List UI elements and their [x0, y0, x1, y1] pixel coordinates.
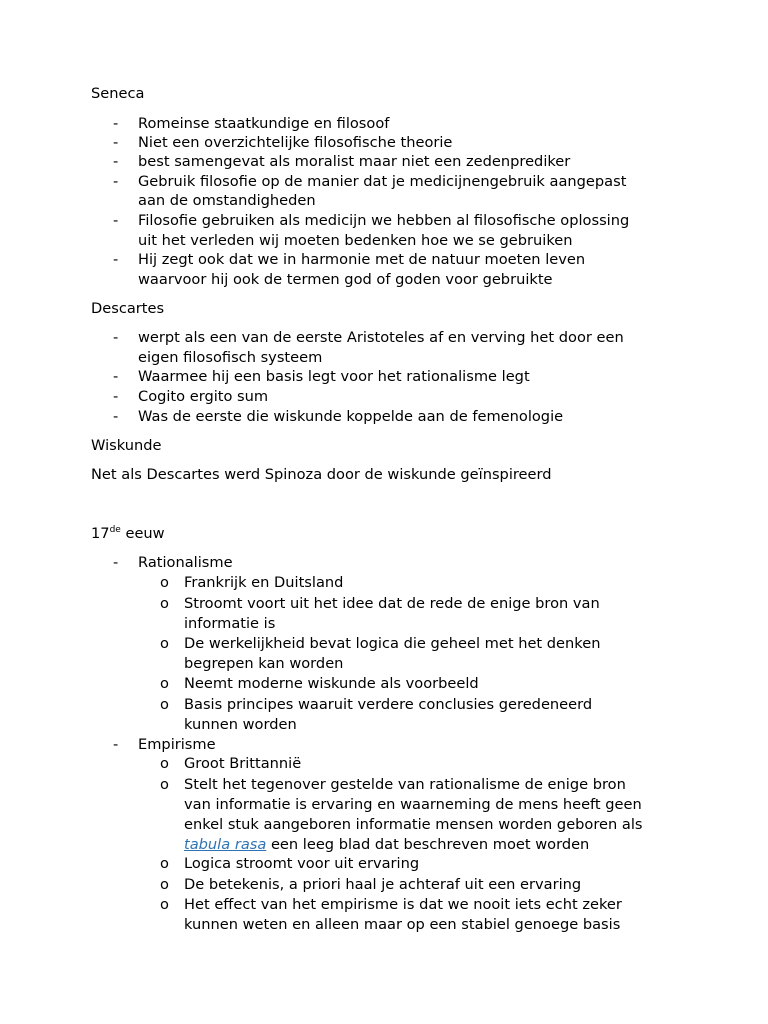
circle-bullet: o [160, 855, 169, 872]
section-heading-17de-eeuw [91, 524, 165, 544]
sub-list-item-continuation: kunnen weten en alleen maar op een stabiel genoege basis [184, 916, 621, 933]
dash-marker: - [113, 173, 119, 190]
sub-list-item: Frankrijk en Duitsland [184, 574, 344, 591]
list-item: Niet een overzichtelijke filosofische theorie [138, 134, 453, 151]
circle-bullet: o [160, 635, 169, 652]
dash-marker: - [113, 134, 119, 151]
tabula-rasa-link[interactable]: tabula rasa [184, 836, 267, 853]
circle-bullet: o [160, 755, 169, 772]
list-item: Cogito ergito sum [138, 388, 269, 405]
section-heading-descartes: Descartes [91, 300, 165, 317]
list-item-continuation: waarvoor hij ook de termen god of goden voor gebruikte [138, 271, 553, 288]
century-superscript: de [109, 525, 121, 535]
sub-list-item-continuation [184, 835, 589, 855]
dash-marker: - [113, 329, 119, 346]
list-item: best samengevat als moralist maar niet een zedenprediker [138, 153, 571, 170]
list-item-rationalisme: Rationalisme [138, 554, 233, 571]
circle-bullet: o [160, 675, 169, 692]
list-item-empirisme: Empirisme [138, 736, 216, 753]
sub-list-item-continuation: enkel stuk aangeboren informatie mensen worden geboren als [184, 816, 643, 833]
dash-marker: - [113, 115, 119, 132]
circle-bullet: o [160, 876, 169, 893]
section-heading-wiskunde: Wiskunde [91, 437, 162, 454]
list-item: Waarmee hij een basis legt voor het rationalisme legt [138, 368, 530, 385]
circle-bullet: o [160, 776, 169, 793]
dash-marker: - [113, 388, 119, 405]
sub-list-item-continuation: begrepen kan worden [184, 655, 344, 672]
dash-marker: - [113, 736, 119, 753]
list-item-continuation: uit het verleden wij moeten bedenken hoe we se gebruiken [138, 232, 573, 249]
century-word: eeuw [125, 525, 165, 542]
sub-list-item: De werkelijkheid bevat logica die geheel met het denken [184, 635, 601, 652]
sub-list-item: Het effect van het empirisme is dat we nooit iets echt zeker [184, 896, 622, 913]
sub-list-item-continuation: informatie is [184, 615, 276, 632]
sub-list-item: Groot Brittannië [184, 755, 302, 772]
dash-marker: - [113, 251, 119, 268]
list-item: werpt als een van de eerste Aristoteles af en verving het door een [138, 329, 624, 346]
sub-list-item: Neemt moderne wiskunde als voorbeeld [184, 675, 479, 692]
dash-marker: - [113, 212, 119, 229]
list-item: Filosofie gebruiken als medicijn we hebben al filosofische oplossing [138, 212, 630, 229]
section-heading-seneca: Seneca [91, 85, 145, 102]
century-number: 17 [91, 525, 110, 542]
dash-marker: - [113, 153, 119, 170]
list-item: Was de eerste die wiskunde koppelde aan de femenologie [138, 408, 564, 425]
tabula-rasa-rest: een leeg blad dat beschreven moet worden [266, 836, 590, 853]
circle-bullet: o [160, 896, 169, 913]
circle-bullet: o [160, 595, 169, 612]
dash-marker: - [113, 408, 119, 425]
list-item-continuation: eigen filosofisch systeem [138, 349, 323, 366]
dash-marker: - [113, 554, 119, 571]
sub-list-item: De betekenis, a priori haal je achteraf uit een ervaring [184, 876, 582, 893]
paragraph-wiskunde: Net als Descartes werd Spinoza door de wiskunde geïnspireerd [91, 466, 552, 483]
sub-list-item-continuation: kunnen worden [184, 716, 297, 733]
circle-bullet: o [160, 574, 169, 591]
dash-marker: - [113, 368, 119, 385]
list-item-continuation: aan de omstandigheden [138, 192, 316, 209]
sub-list-item: Stroomt voort uit het idee dat de rede de enige bron van [184, 595, 600, 612]
circle-bullet: o [160, 696, 169, 713]
sub-list-item: Logica stroomt voor uit ervaring [184, 855, 420, 872]
sub-list-item-continuation: van informatie is ervaring en waarneming de mens heeft geen [184, 796, 642, 813]
list-item: Hij zegt ook dat we in harmonie met de natuur moeten leven [138, 251, 586, 268]
list-item: Romeinse staatkundige en filosoof [138, 115, 390, 132]
sub-list-item: Stelt het tegenover gestelde van rationalisme de enige bron [184, 776, 626, 793]
sub-list-item: Basis principes waaruit verdere conclusies geredeneerd [184, 696, 593, 713]
list-item: Gebruik filosofie op de manier dat je medicijnengebruik aangepast [138, 173, 627, 190]
